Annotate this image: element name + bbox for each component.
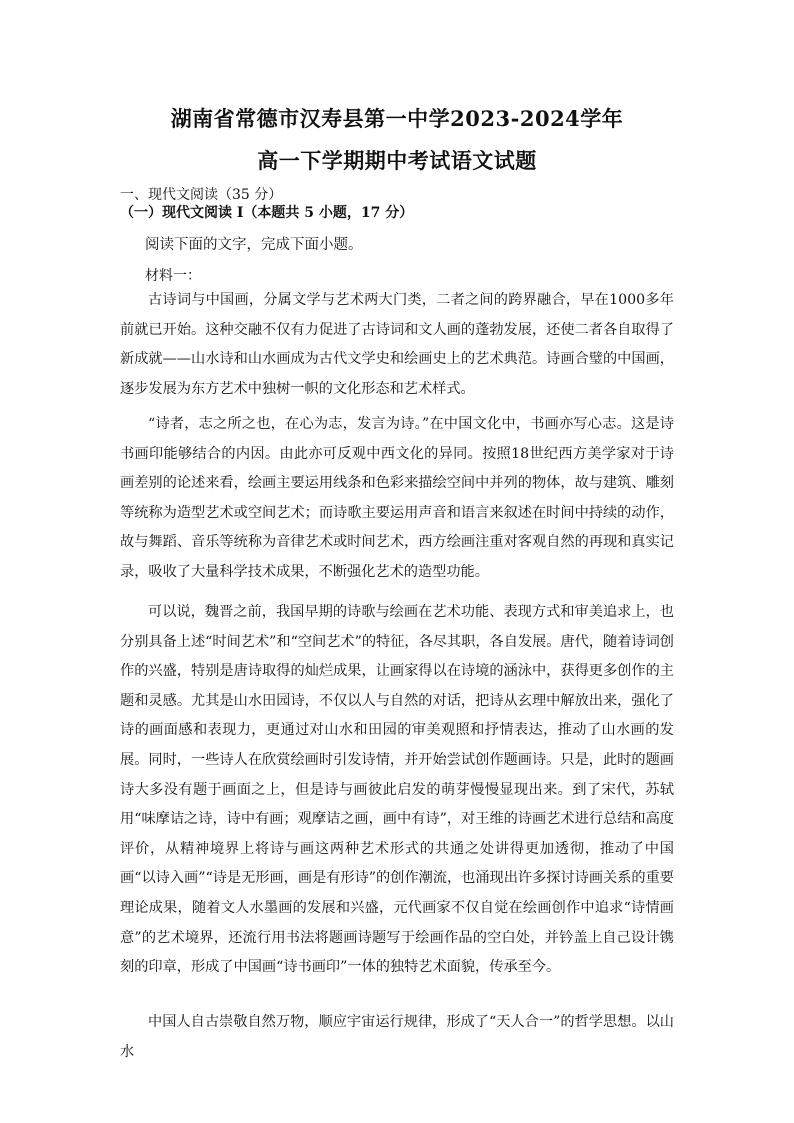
paragraph: 古诗词与中国画，分属文学与艺术两大门类，二者之间的跨界融合，早在1000多年前就已开始。这种交融不仅有力促进了古诗词和文人画的蓬勃发展，还使二者各自取得了新成就——山水诗和山水画成为古代文学史和绘画史上的艺术典范。诗画合璧的中国画，逐步发展为东方艺术中独树一帜的文化形态和艺术样式。 [120, 292, 674, 397]
paragraph: 中国人自古崇敬自然万物，顺应宇宙运行规律，形成了“天人合一”的哲学思想。以山水 [120, 1014, 674, 1060]
document-title-line2: 高一下学期期中考试语文试题 [257, 148, 537, 173]
document-title-line1: 湖南省常德市汉寿县第一中学2023-2024学年 [170, 106, 624, 131]
material-label: 材料一： [145, 268, 201, 284]
instruction-text: 阅读下面的文字，完成下面小题。 [145, 237, 363, 253]
subsection-heading: （一）现代文阅读 I（本题共 5 小题，17 分） [120, 205, 414, 221]
paragraph: “诗者，志之所之也，在心为志，发言为诗。”在中国文化中，书画亦写心志。这是诗书画印能够结合的内因。由此亦可反观中西文化的异同。按照18世纪西方美学家对于诗画差别的论述来看，绘画主要运用线条和色彩来描绘空间中并列的物体，故与建筑、雕刻等统称为造型艺术或空间艺术；而诗歌主要运用声音和语言来叙述在时间中持续的动作，故与舞蹈、音乐等统称为音律艺术或时间艺术，西方绘画注重对客观自然的再现和真实记录，吸收了大量科学技术成果，不断强化艺术的造型功能。 [120, 416, 674, 580]
paragraph: 可以说，魏晋之前，我国早期的诗歌与绘画在艺术功能、表现方式和审美追求上，也分别具备上述“时间艺术”和“空间艺术”的特征，各尽其职，各自发展。唐代，随着诗词创作的兴盛，特别是唐诗取得的灿烂成果，让画家得以在诗境的涵泳中，获得更多创作的主题和灵感。尤其是山水田园诗，不仅以人与自然的对话，把诗从玄理中解放出来，强化了诗的画面感和表现力，更通过对山水和田园的审美观照和抒情表达，推动了山水画的发展。同时，一些诗人在欣赏绘画时引发诗情，并开始尝试创作题画诗。只是，此时的题画诗大多没有题于画面之上，但是诗与画彼此启发的萌芽慢慢显现出来。到了宋代，苏轼用“味摩诘之诗，诗中有画；观摩诘之画，画中有诗”，对王维的诗画艺术进行总结和高度评价，从精神境界上将诗与画这两种艺术形式的共通之处讲得更加透彻，推动了中国画“以诗入画”“诗是无形画，画是有形诗”的创作潮流，也涌现出许多探讨诗画关系的重要理论成果，随着文人水墨画的发展和兴盛，元代画家不仅自觉在绘画创作中追求“诗情画意”的艺术境界，还流行用书法将题画诗题写于绘画作品的空白处，并钤盖上自己设计镌刻的印章，形成了中国画“诗书画印”一体的独特艺术面貌，传承至今。 [120, 604, 674, 976]
section-heading: 一、现代文阅读（35 分） [120, 187, 283, 203]
